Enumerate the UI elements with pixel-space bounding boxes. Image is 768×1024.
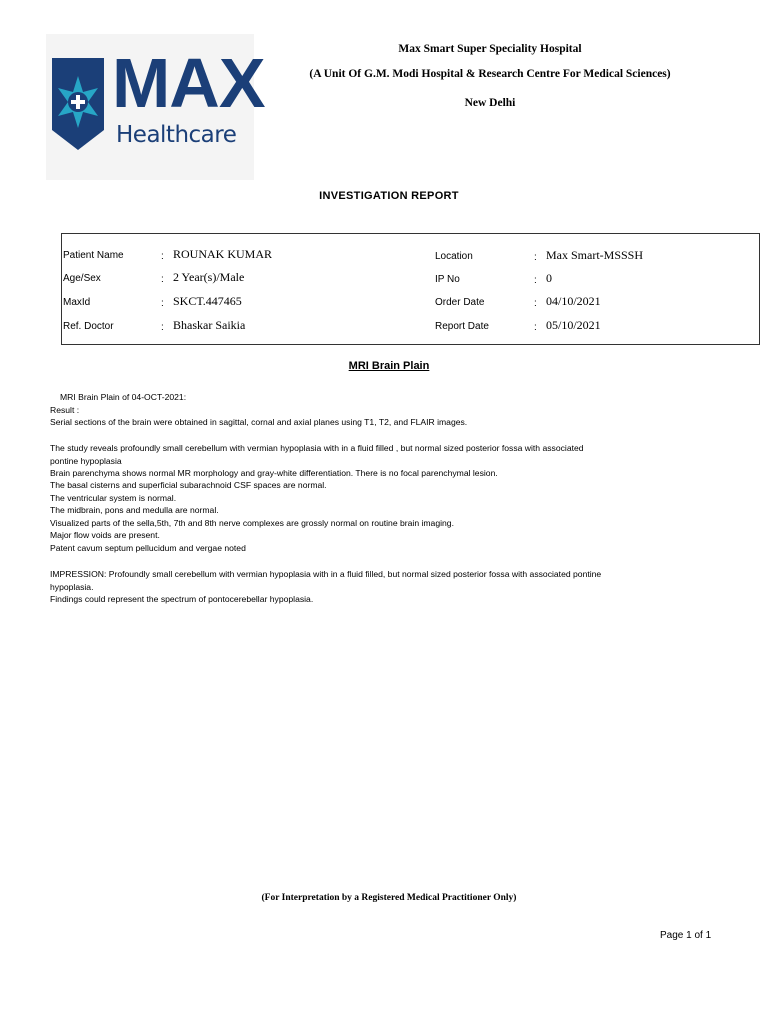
ref-doctor-value: Bhaskar Saikia [173, 318, 246, 332]
colon: : [534, 322, 537, 333]
report-line: The midbrain, pons and medulla are normal. [50, 505, 219, 515]
report-line: Major flow voids are present. [50, 530, 160, 540]
age-sex-value: 2 Year(s)/Male [173, 270, 245, 284]
report-date-label: Report Date [435, 321, 489, 332]
location-label: Location [435, 251, 473, 262]
hospital-logo [46, 34, 265, 180]
patient-name-label: Patient Name [63, 250, 124, 261]
location-value: Max Smart-MSSSH [546, 248, 644, 262]
colon: : [161, 322, 164, 333]
report-intro: MRI Brain Plain of 04-OCT-2021: [60, 392, 187, 402]
patient-details-box [61, 233, 760, 345]
colon: : [161, 251, 164, 262]
result-label: Result : [50, 405, 80, 415]
ip-no-value: 0 [546, 271, 552, 285]
impression-line: hypoplasia. [50, 582, 94, 592]
colon: : [161, 298, 164, 309]
star-cross-icon [52, 58, 104, 150]
hospital-name: Max Smart Super Speciality Hospital [398, 43, 582, 55]
report-line: Serial sections of the brain were obtained in sagittal, cornal and axial planes using T1, T2, and FLAIR images. [50, 417, 468, 427]
hospital-unit: (A Unit Of G.M. Modi Hospital & Research Centre For Medical Sciences) [309, 68, 671, 80]
order-date-label: Order Date [435, 297, 485, 308]
ref-doctor-label: Ref. Doctor [63, 321, 114, 332]
investigation-title: MRI Brain Plain [348, 360, 430, 372]
impression-line: IMPRESSION: Profoundly small cerebellum with vermian hypoplasia with in a fluid filled, but normal sized posterior fossa with associated pontine [50, 569, 602, 579]
report-line: Patent cavum septum pellucidum and vergae noted [50, 543, 246, 553]
colon: : [534, 252, 537, 263]
ip-no-label: IP No [435, 274, 460, 285]
patient-name-value: ROUNAK KUMAR [173, 247, 273, 261]
report-line: The basal cisterns and superficial subarachnoid CSF spaces are normal. [50, 480, 327, 490]
report-title: INVESTIGATION REPORT [319, 190, 459, 202]
report-line: The study reveals profoundly small cerebellum with vermian hypoplasia with in a fluid filled , but normal sized posterior fossa with associated [50, 443, 584, 453]
age-sex-label: Age/Sex [63, 273, 101, 284]
footer-disclaimer: (For Interpretation by a Registered Medical Practitioner Only) [261, 893, 517, 903]
colon: : [161, 274, 164, 285]
hospital-city: New Delhi [464, 97, 516, 109]
report-line: Visualized parts of the sella,5th, 7th and 8th nerve complexes are grossly normal on routine brain imaging. [50, 518, 454, 528]
report-line: Brain parenchyma shows normal MR morphology and gray-white differentiation. There is no focal parenchymal lesion. [50, 468, 498, 478]
report-date-value: 05/10/2021 [546, 318, 601, 332]
report-line: The ventricular system is normal. [50, 493, 177, 503]
report-line: pontine hypoplasia [50, 456, 122, 466]
colon: : [534, 298, 537, 309]
logo-brand: MAX [112, 44, 265, 122]
logo-subtext: Healthcare [116, 122, 237, 148]
maxid-value: SKCT.447465 [173, 294, 242, 308]
maxid-label: MaxId [63, 297, 91, 308]
page-number: Page 1 of 1 [660, 930, 712, 941]
order-date-value: 04/10/2021 [546, 294, 601, 308]
impression-line: Findings could represent the spectrum of pontocerebellar hypoplasia. [50, 594, 314, 604]
colon: : [534, 275, 537, 286]
